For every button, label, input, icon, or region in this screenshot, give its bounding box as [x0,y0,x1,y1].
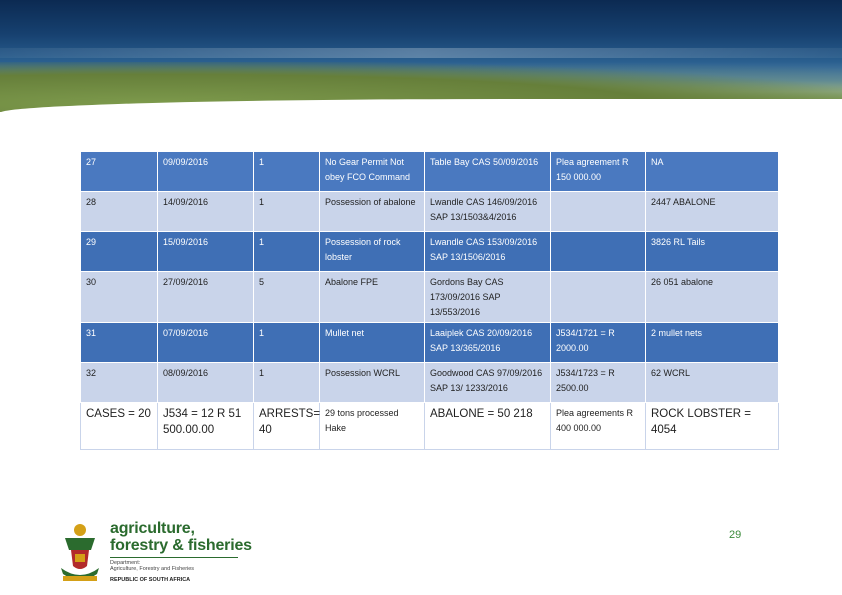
sea-horizon [0,48,842,58]
case-reference: Lwandle CAS 146/09/2016 SAP 13/1503&4/2016 [425,192,551,232]
case-number: 30 [81,272,158,323]
case-date: 09/09/2016 [158,152,254,192]
case-offence: Possession of rock lobster [320,232,425,272]
logo-sub-3: REPUBLIC OF SOUTH AFRICA [110,577,191,583]
case-reference: Goodwood CAS 97/09/2016 SAP 13/ 1233/2016 [425,363,551,403]
summary-row [81,403,779,450]
logo-sub-1: Department: [110,560,141,566]
logo-divider [110,557,238,558]
summary-cases: CASES = 20 [81,403,158,450]
summary-abalone: ABALONE = 50 218 [425,403,551,450]
case-date: 15/09/2016 [158,232,254,272]
case-seized: 26 051 abalone [646,272,779,323]
case-arrests: 1 [254,323,320,363]
case-reference: Gordons Bay CAS 173/09/2016 SAP 13/553/2016 [425,272,551,323]
case-outcome [551,272,646,323]
table-row [81,232,779,272]
case-reference: Lwandle CAS 153/09/2016 SAP 13/1506/2016 [425,232,551,272]
cases-table [80,151,779,450]
summary-hake: 29 tons processed Hake [320,403,425,450]
case-arrests: 1 [254,363,320,403]
case-outcome: J534/1723 = R 2500.00 [551,363,646,403]
case-outcome: J534/1721 = R 2000.00 [551,323,646,363]
table-row [81,192,779,232]
case-offence: Abalone FPE [320,272,425,323]
table-row [81,272,779,323]
case-date: 14/09/2016 [158,192,254,232]
summary-arrests: ARRESTS= 40 [254,403,320,450]
case-number: 32 [81,363,158,403]
case-date: 07/09/2016 [158,323,254,363]
summary-j534: J534 = 12 R 51 500.00.00 [158,403,254,450]
table-row [81,363,779,403]
case-arrests: 1 [254,232,320,272]
case-seized: NA [646,152,779,192]
header-banner-image [0,0,842,112]
case-arrests: 1 [254,152,320,192]
case-offence: Mullet net [320,323,425,363]
logo-line-2: forestry & fisheries [110,537,252,554]
table-row [81,152,779,192]
case-seized: 3826 RL Tails [646,232,779,272]
case-seized: 2 mullet nets [646,323,779,363]
case-number: 28 [81,192,158,232]
case-seized: 62 WCRL [646,363,779,403]
case-reference: Table Bay CAS 50/09/2016 [425,152,551,192]
summary-plea: Plea agreements R 400 000.00 [551,403,646,450]
case-offence: No Gear Permit Not obey FCO Command [320,152,425,192]
case-date: 27/09/2016 [158,272,254,323]
case-arrests: 1 [254,192,320,232]
case-number: 27 [81,152,158,192]
case-arrests: 5 [254,272,320,323]
case-outcome: Plea agreement R 150 000.00 [551,152,646,192]
logo-sub-2: Agriculture, Forestry and Fisheries [110,566,195,572]
case-reference: Laaiplek CAS 20/09/2016 SAP 13/365/2016 [425,323,551,363]
logo-line-1: agriculture, [110,520,195,537]
department-logo [57,520,257,585]
case-offence: Possession WCRL [320,363,425,403]
case-number: 31 [81,323,158,363]
case-outcome [551,192,646,232]
case-offence: Possession of abalone [320,192,425,232]
case-seized: 2447 ABALONE [646,192,779,232]
case-number: 29 [81,232,158,272]
case-date: 08/09/2016 [158,363,254,403]
page-number: 29 [729,529,742,541]
summary-rock-lobster: ROCK LOBSTER = 4054 [646,403,779,450]
coat-of-arms-icon [57,520,103,584]
case-outcome [551,232,646,272]
table-row [81,323,779,363]
